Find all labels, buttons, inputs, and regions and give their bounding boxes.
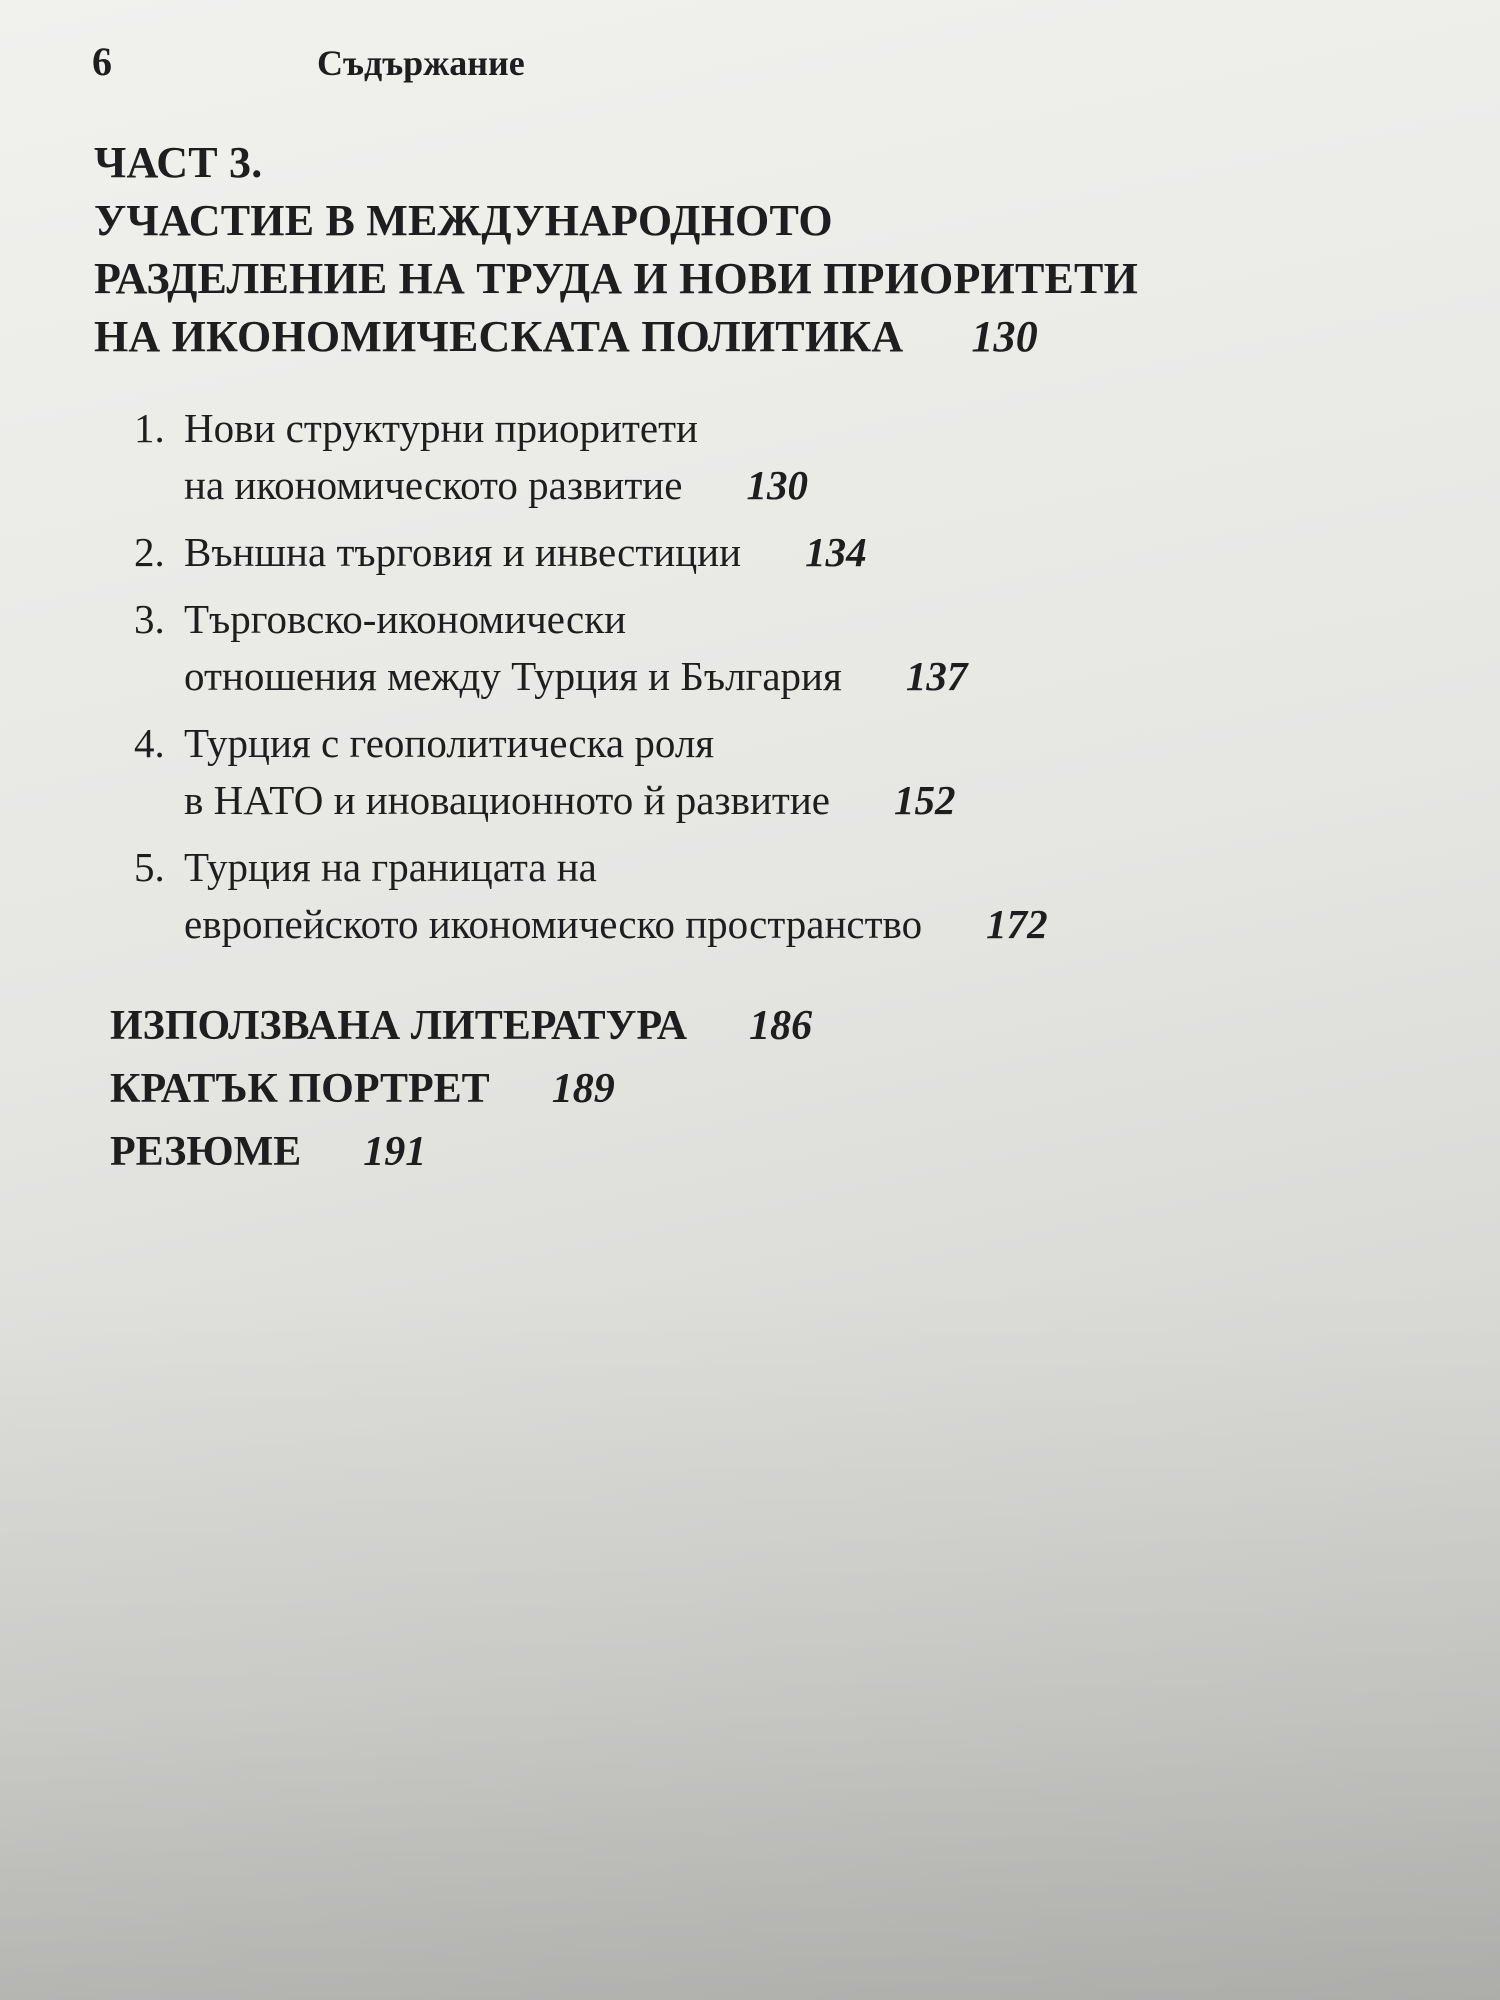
toc-item-page: 137 (905, 653, 968, 699)
toc-item-number: 3. (134, 596, 165, 642)
toc-item-number: 5. (134, 844, 165, 890)
toc-item[interactable] (134, 591, 1048, 705)
part-title-line-2: РАЗДЕЛЕНИЕ НА ТРУДА И НОВИ ПРИОРИТЕТИ (94, 254, 1139, 303)
part-heading (94, 134, 1138, 366)
backmatter-page: 189 (551, 1066, 615, 1112)
part-page-number: 130 (971, 312, 1038, 361)
toc-item-number: 1. (134, 405, 165, 451)
backmatter-item-portrait[interactable] (110, 1058, 812, 1121)
backmatter-title: ИЗПОЛЗВАНА ЛИТЕРАТУРА (110, 1003, 688, 1049)
page-header (92, 38, 525, 85)
toc-item-page: 130 (746, 462, 808, 508)
toc-item-number: 4. (134, 720, 165, 766)
toc-item[interactable] (134, 524, 1048, 581)
toc-item-title: Нови структурни приоритети (184, 405, 698, 451)
part-title-line-3-text: НА ИКОНОМИЧЕСКАТА ПОЛИТИКА (94, 312, 904, 361)
backmatter-item-bibliography[interactable] (110, 995, 812, 1058)
backmatter-title: РЕЗЮМЕ (110, 1129, 302, 1175)
backmatter-item-summary[interactable] (110, 1121, 812, 1184)
toc-item-title: Турция с геополитическа роля (184, 720, 715, 766)
toc-list (134, 400, 1048, 963)
backmatter-list (110, 995, 812, 1184)
toc-item-number: 2. (134, 529, 165, 575)
toc-item-title-cont: отношения между Турция и България (184, 653, 842, 699)
backmatter-page: 191 (363, 1129, 427, 1175)
toc-item[interactable] (134, 839, 1048, 953)
toc-item-page: 152 (893, 777, 956, 823)
toc-item-title: Външна търговия и инвестиции (184, 529, 742, 575)
toc-item-page: 172 (986, 901, 1048, 947)
toc-item[interactable] (134, 715, 1048, 829)
part-label: ЧАСТ 3. (94, 138, 263, 187)
part-title-line-1: УЧАСТИЕ В МЕЖДУНАРОДНОТО (94, 196, 833, 245)
toc-item-title-cont: на икономическото развитие (184, 462, 683, 508)
toc-item-title-cont: европейското икономическо пространство (184, 901, 923, 947)
toc-item-title: Турция на границата на (184, 844, 597, 890)
page-number: 6 (92, 39, 112, 84)
toc-item-title: Търговско-икономически (184, 596, 627, 642)
part-title-line-3 (94, 308, 1138, 366)
backmatter-title: КРАТЪК ПОРТРЕТ (110, 1066, 490, 1112)
backmatter-page: 186 (749, 1003, 813, 1049)
toc-item-page: 134 (805, 529, 867, 575)
toc-item[interactable] (134, 400, 1048, 514)
toc-item-title-cont: в НАТО и иновационното й развитие (184, 777, 830, 823)
running-title: Съдържание (317, 43, 525, 83)
